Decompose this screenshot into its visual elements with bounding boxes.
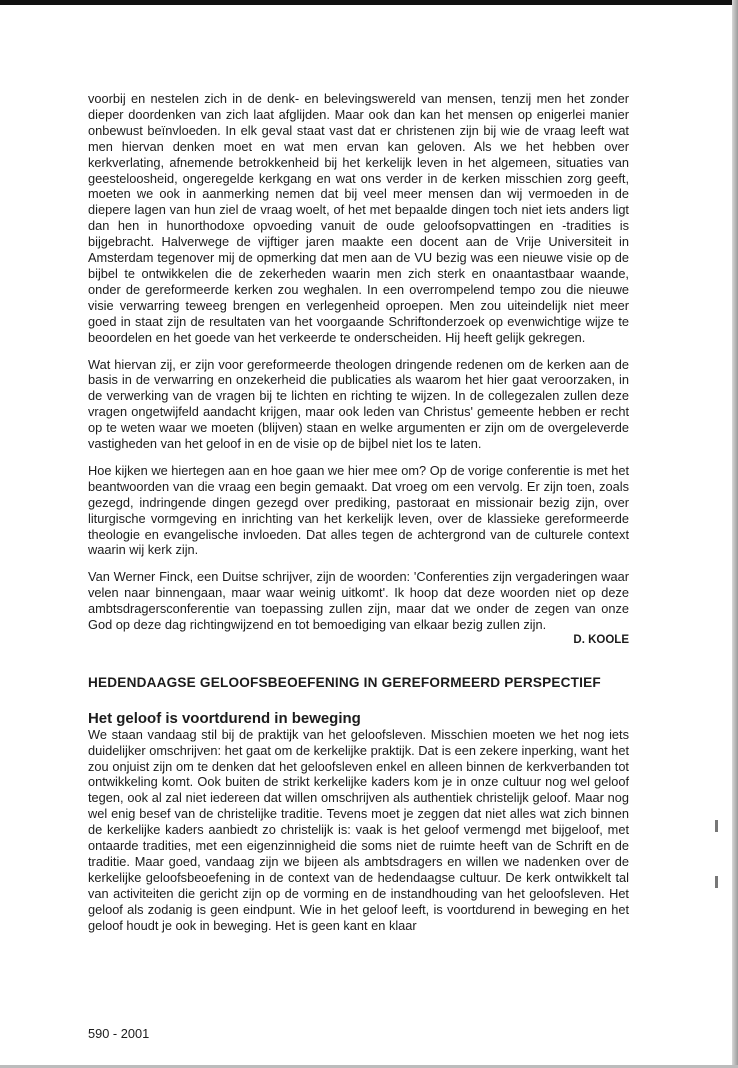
paragraph: We staan vandaag stil bij de praktijk van het geloofsleven. Misschien moeten we het nog iets duidelijker omschrijven: het gaat om de kerkelijke praktijk. Dat is een zekere inperking, want het zou onjuist zijn om te denken dat het geloofsleven enkel en alleen binnen de kerkverbanden tot ontwikkeling komt. Ook buiten de strikt kerkelijke kaders kom je in onze cultuur nog wel geloof tegen, ook al zal niet iedereen dat willen omschrijven als authentiek christelijk geloof. Maar nog wel enig besef van de christelijke traditie. Tevens moet je zeggen dat niet alles wat zich binnen de kerkelijke kaders aanbiedt zo christelijk is: vaak is het geloof vermengd met bijgeloof, met ontaarde tradities, met een eigenzinnigheid die soms niet de ruimte heeft van de Schrift en de traditie. Maar goed, vandaag zijn we bijeen als ambtsdragers en willen we nadenken over de kerkelijke geloofsbeoefening in de context van de hedendaagse cultuur. De kerk ontwikkelt tal van activiteiten die gericht zijn op de vorming en de instandhouding van het geloofsleven. Het geloof als zodanig is geen eindpunt. Wie in het geloof leeft, is voortdurend in beweging en het geloof houdt je ook in beweging. Het is geen kant en klaar [88,726,629,933]
article-body [88,91,629,945]
paragraph: Wat hiervan zij, er zijn voor gereformeerde theologen dringende redenen om de kerken aan de basis in de verwarring en onzekerheid die publicaties als waarom het hier gaat veroorzaken, in de verwerking van de vragen bij te lichten en richting te wijzen. In de collegezalen zullen deze vragen ongetwijfeld aandacht krijgen, maar ook leden van Christus' gemeente hebben er recht op te weten waar we moeten (blijven) staan en welke argumenten er zijn om de overgeleverde vastigheden van het geloof in en de visie op de bijbel niet los te laten. [88,356,629,452]
paragraph: Van Werner Finck, een Duitse schrijver, zijn de woorden: 'Conferenties zijn vergaderingen waar velen naar binnengaan, maar waar weinig uitkomt'. Ik hoop dat deze woorden niet op deze ambtsdragersconferentie van toepassing zullen zijn, maar dat we onder de zegen van onze God op deze dag richtingwijzend en tot bemoediging van elkaar bezig zullen zijn. [88,569,629,633]
page-top-border [0,0,738,5]
page-right-edge [732,0,738,1068]
subheading: Het geloof is voortdurend in beweging [88,709,361,727]
paragraph: voorbij en nestelen zich in de denk- en belevingswereld van mensen, tenzij men het zonder dieper doordenken van zich laat afglijden. Maar ook dan kan het mensen op enigerlei manier onbewust beïnvloeden. In elk geval staat vast dat er christenen zijn bij wie de vraag leeft wat men hiervan denken moet en wat men ervan kan geloven. Als we het hebben over kerkverlating, afnemende betrokkenheid bij het kerkelijk leven in het algemeen, situaties van geesteloosheid, ongeregelde kerkgang en wat ons verder in de kerken misschien zorg geeft, moeten we ook in aanmerking nemen dat bij veel meer mensen dan wij vermoeden in de diepere lagen van hun ziel de vraag woelt, of het met bepaalde dingen toch niet iets anders ligt dan hen in hunorthodoxe opvoeding vanuit de oude geloofsopvattingen en -tradities is bijgebracht. Halverwege de vijftiger jaren maakte een docent aan de Vrije Universiteit in Amsterdam tegenover mij de opmerking dat men aan de VU bezig was een nieuwe visie op de bijbel te ontwikkelen die de zekerheden waarin men zich sterk en onaantastbaar waande, onder de gereformeerde kerken zou weghalen. In een overrompelend tempo zou die nieuwe visie verwarring teweeg brengen en verlegenheid oproepen. Men zou uiteindelijk niet meer goed in staat zijn de resultaten van het voorgaande Schriftonderzoek op evenwichtige wijze te beoordelen en het goede van het verkeerde te onderscheiden. Hij heeft gelijk gekregen. [88,91,629,345]
author-signature: D. KOOLE [573,634,629,646]
margin-mark [715,876,718,888]
paragraph: Hoe kijken we hiertegen aan en hoe gaan we hier mee om? Op de vorige conferentie is met het beantwoorden van die vraag een begin gemaakt. Dat vroeg om een vervolg. Er zijn toen, zoals gezegd, indringende dingen gezegd over prediking, pastoraat en missionair bezig zijn, over liturgische vormgeving en inrichting van het kerkelijk leven, over de klassieke gereformeerde theologie en evangelische invloeden. Dat alles tegen de achtergrond van de culturele context waarin wij kerk zijn. [88,462,629,558]
section-heading: HEDENDAAGSE GELOOFSBEOEFENING IN GEREFORMEERD PERSPECTIEF [88,674,601,690]
margin-mark [715,820,718,832]
page-number: 590 - 2001 [88,1026,150,1041]
